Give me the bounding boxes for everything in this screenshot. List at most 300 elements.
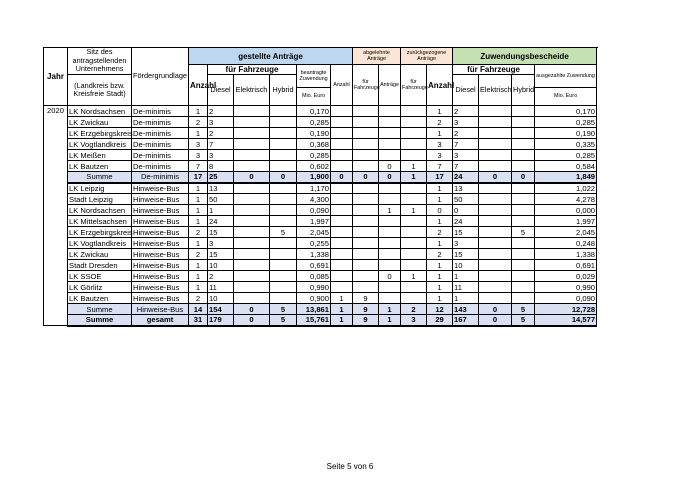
sum-value-ab1: 1 — [331, 315, 353, 326]
value-cell-bz: 0,090 — [535, 293, 597, 304]
value-cell-a: 1 — [189, 282, 208, 293]
value-cell-bh — [512, 249, 535, 260]
value-cell-a: 2 — [189, 227, 208, 238]
value-cell-ab1 — [331, 183, 353, 194]
table-row — [44, 216, 597, 227]
value-cell-z: 0,691 — [297, 260, 331, 271]
header-beantragte-zuwendung: beantragte Zuwendung — [297, 65, 331, 88]
header-bescheide-fuer-fahrzeuge: für Fahrzeuge — [453, 65, 535, 75]
table-row — [44, 106, 597, 117]
sum-value-ab1: 0 — [331, 172, 353, 183]
value-cell-e — [234, 227, 270, 238]
value-cell-bd: 15 — [453, 249, 479, 260]
value-cell-ba: 2 — [427, 117, 453, 128]
sum-value-ba: 29 — [427, 315, 453, 326]
value-cell-ab2 — [353, 106, 379, 117]
value-cell-e — [234, 205, 270, 216]
value-cell-zu1 — [379, 249, 401, 260]
value-cell-bz: 0,584 — [535, 161, 597, 172]
value-cell-zu2: 1 — [401, 205, 427, 216]
header-bescheide-diesel: Diesel — [453, 75, 479, 106]
value-cell-bh — [512, 205, 535, 216]
value-cell-bz: 1,338 — [535, 249, 597, 260]
value-cell-bh — [512, 117, 535, 128]
header-zurueck-fahrzeuge: für Fahrzeuge — [401, 65, 427, 106]
sitz-cell: LK Görlitz — [68, 282, 132, 293]
sitz-cell: LK SSOE — [68, 271, 132, 282]
value-cell-bz: 0,190 — [535, 128, 597, 139]
sum-value-z: 13,861 — [297, 304, 331, 315]
value-cell-zu1 — [379, 216, 401, 227]
foerdergrundlage-cell: Hinweise-Bus — [132, 249, 189, 260]
foerdergrundlage-cell: Hinweise-Bus — [132, 183, 189, 194]
value-cell-ab1 — [331, 194, 353, 205]
value-cell-zu1 — [379, 128, 401, 139]
value-cell-bz: 0,990 — [535, 282, 597, 293]
value-cell-bh — [512, 271, 535, 282]
value-cell-ab1 — [331, 227, 353, 238]
value-cell-ba: 1 — [427, 106, 453, 117]
sum-value-ba: 17 — [427, 172, 453, 183]
value-cell-zu1: 0 — [379, 271, 401, 282]
value-cell-ba: 1 — [427, 271, 453, 282]
header-anzahl: Anzahl — [189, 65, 208, 106]
value-cell-ab2 — [353, 238, 379, 249]
value-cell-a: 2 — [189, 293, 208, 304]
value-cell-d: 11 — [208, 282, 234, 293]
value-cell-ab1 — [331, 161, 353, 172]
value-cell-e — [234, 271, 270, 282]
foerdergrundlage-cell: Hinweise-Bus — [132, 238, 189, 249]
value-cell-zu1 — [379, 238, 401, 249]
sum-label-cell: Summe — [68, 304, 132, 315]
value-cell-bd: 7 — [453, 139, 479, 150]
value-cell-zu1 — [379, 293, 401, 304]
sitz-cell: LK Erzgebirgskreis — [69, 227, 133, 237]
value-cell-zu2 — [401, 293, 427, 304]
page-footer: Seite 5 von 6 — [326, 462, 374, 471]
value-cell-bz: 0,285 — [535, 150, 597, 161]
foerdergrundlage-cell: Hinweise-Bus — [132, 216, 189, 227]
value-cell-h — [270, 183, 297, 194]
foerdergrundlage-cell: De-minimis — [132, 128, 189, 139]
value-cell-bz: 0,170 — [535, 106, 597, 117]
sitz-cell: LK Zwickau — [68, 117, 132, 128]
sum-value-ab2: 0 — [353, 172, 379, 183]
value-cell-e — [234, 249, 270, 260]
sum-value-d: 179 — [208, 315, 234, 326]
value-cell-bd: 11 — [453, 282, 479, 293]
value-cell-bd: 13 — [453, 183, 479, 194]
value-cell-h — [270, 238, 297, 249]
sum-foerder-cell: gesamt — [132, 315, 189, 326]
value-cell-bh — [512, 238, 535, 249]
value-cell-zu1 — [379, 282, 401, 293]
sum-label-cell: Summe — [68, 315, 132, 326]
sum-value-bz: 1,849 — [535, 172, 597, 183]
value-cell-be — [479, 271, 512, 282]
value-cell-ab2 — [353, 183, 379, 194]
value-cell-bd: 24 — [453, 216, 479, 227]
value-cell-z: 0,285 — [297, 117, 331, 128]
value-cell-be — [479, 249, 512, 260]
sum-row — [44, 172, 597, 183]
sum-foerder-cell: De-minimis — [132, 172, 189, 183]
sum-value-bh: 5 — [512, 304, 535, 315]
value-cell-a: 7 — [189, 161, 208, 172]
value-cell-be — [479, 194, 512, 205]
value-cell-ba: 1 — [427, 216, 453, 227]
value-cell-zu1 — [379, 194, 401, 205]
value-cell-a: 1 — [189, 106, 208, 117]
value-cell-zu2 — [401, 139, 427, 150]
sum-value-e: 0 — [234, 304, 270, 315]
value-cell-e — [234, 282, 270, 293]
value-cell-bz: 0,000 — [535, 205, 597, 216]
table-row — [44, 227, 597, 238]
statistics-table — [43, 47, 597, 327]
value-cell-h — [270, 249, 297, 260]
value-cell-ab1 — [331, 260, 353, 271]
value-cell-a: 1 — [189, 194, 208, 205]
sum-value-d: 154 — [208, 304, 234, 315]
sum-value-zu1: 0 — [379, 172, 401, 183]
value-cell-d: 3 — [208, 150, 234, 161]
value-cell-bz: 4,278 — [535, 194, 597, 205]
sum-value-d: 25 — [208, 172, 234, 183]
value-cell-zu2 — [401, 194, 427, 205]
value-cell-a: 2 — [189, 117, 208, 128]
value-cell-a: 1 — [189, 128, 208, 139]
sum-value-zu1: 1 — [379, 304, 401, 315]
sum-value-h: 0 — [270, 172, 297, 183]
value-cell-zu2 — [401, 249, 427, 260]
value-cell-e — [234, 117, 270, 128]
value-cell-ab1 — [331, 249, 353, 260]
sum-value-bd: 167 — [453, 315, 479, 326]
value-cell-ba: 1 — [427, 128, 453, 139]
value-cell-be — [479, 227, 512, 238]
value-cell-bh — [512, 161, 535, 172]
sitz-cell: LK Nordsachsen — [68, 106, 132, 117]
value-cell-d: 50 — [208, 194, 234, 205]
header-elektrisch: Elektrisch — [234, 75, 270, 106]
value-cell-d: 3 — [208, 117, 234, 128]
value-cell-z: 1,997 — [297, 216, 331, 227]
value-cell-d: 10 — [208, 260, 234, 271]
value-cell-d: 10 — [208, 293, 234, 304]
value-cell-zu1 — [379, 183, 401, 194]
value-cell-ba: 1 — [427, 183, 453, 194]
value-cell-ba: 1 — [427, 260, 453, 271]
sitz-cell: LK Mittelsachsen — [68, 216, 132, 227]
value-cell-be — [479, 216, 512, 227]
value-cell-ab2 — [353, 205, 379, 216]
sum-value-a: 31 — [189, 315, 208, 326]
sitz-cell: LK Bautzen — [68, 161, 132, 172]
value-cell-bh — [512, 260, 535, 271]
value-cell-zu1 — [379, 117, 401, 128]
sum-label-cell: Summe — [68, 172, 132, 183]
value-cell-h — [270, 117, 297, 128]
value-cell-zu1: 1 — [379, 205, 401, 216]
value-cell-d: 15 — [208, 249, 234, 260]
value-cell-ab1 — [331, 216, 353, 227]
value-cell-bd: 10 — [453, 260, 479, 271]
header-abgelehnt-anzahl: Anzahl — [331, 65, 353, 106]
foerdergrundlage-cell: Hinweise-Bus — [132, 205, 189, 216]
sum-value-z: 1,900 — [297, 172, 331, 183]
sum-value-bz: 12,728 — [535, 304, 597, 315]
foerdergrundlage-cell: De-minimis — [132, 106, 189, 117]
value-cell-bh — [512, 293, 535, 304]
foerdergrundlage-cell: Hinweise-Bus — [132, 194, 189, 205]
value-cell-h — [270, 106, 297, 117]
value-cell-bz: 0,029 — [535, 271, 597, 282]
value-cell-bd: 1 — [453, 271, 479, 282]
value-cell-zu2 — [401, 117, 427, 128]
value-cell-zu2 — [401, 227, 427, 238]
value-cell-e — [234, 161, 270, 172]
sitz-cell: LK Erzgebirgskreis — [69, 128, 133, 138]
value-cell-be — [479, 282, 512, 293]
value-cell-z: 1,338 — [297, 249, 331, 260]
value-cell-ba: 1 — [427, 238, 453, 249]
header-foerdergrundlage: Fördergrundlage — [132, 48, 189, 106]
value-cell-z: 0,170 — [297, 106, 331, 117]
header-mio-euro: Mio. Euro — [297, 88, 331, 106]
value-cell-e — [234, 106, 270, 117]
sum-value-h: 5 — [270, 304, 297, 315]
value-cell-d: 7 — [208, 139, 234, 150]
value-cell-h — [270, 205, 297, 216]
value-cell-d: 2 — [208, 271, 234, 282]
value-cell-z: 1,170 — [297, 183, 331, 194]
value-cell-ba: 7 — [427, 161, 453, 172]
header-zuwendungsbescheide: Zuwendungsbescheide — [453, 48, 597, 65]
value-cell-zu2 — [401, 150, 427, 161]
sitz-cell: Stadt Dresden — [68, 260, 132, 271]
value-cell-zu2 — [401, 282, 427, 293]
value-cell-ab1 — [331, 106, 353, 117]
value-cell-bz: 0,691 — [535, 260, 597, 271]
value-cell-be — [479, 238, 512, 249]
foerdergrundlage-cell: De-minimis — [132, 117, 189, 128]
table-row — [44, 238, 597, 249]
sum-value-bd: 24 — [453, 172, 479, 183]
value-cell-zu2 — [401, 106, 427, 117]
sum-value-a: 17 — [189, 172, 208, 183]
table-row — [44, 271, 597, 282]
sum-value-a: 14 — [189, 304, 208, 315]
value-cell-ab1 — [331, 282, 353, 293]
value-cell-bd: 3 — [453, 150, 479, 161]
value-cell-bd: 2 — [453, 128, 479, 139]
value-cell-ab2 — [353, 194, 379, 205]
table-row — [44, 293, 597, 304]
value-cell-bd: 2 — [453, 106, 479, 117]
value-cell-h — [270, 293, 297, 304]
header-sitz-sub: (Landkreis bzw. Kreisfreie Stadt) — [68, 75, 132, 106]
foerdergrundlage-cell: Hinweise-Bus — [132, 227, 189, 238]
sum-value-zu1: 1 — [379, 315, 401, 326]
value-cell-ab2: 9 — [353, 293, 379, 304]
foerdergrundlage-cell: Hinweise-Bus — [132, 293, 189, 304]
value-cell-ba: 1 — [427, 194, 453, 205]
sum-value-ab2: 9 — [353, 315, 379, 326]
value-cell-ba: 3 — [427, 139, 453, 150]
value-cell-e — [234, 183, 270, 194]
value-cell-ab2 — [353, 282, 379, 293]
table-row — [44, 194, 597, 205]
header-zurueck-antraege: Anträge — [379, 65, 401, 106]
sitz-cell: LK Vogtlandkreis — [68, 139, 132, 150]
sum-value-e: 0 — [234, 315, 270, 326]
value-cell-be — [479, 161, 512, 172]
value-cell-d: 13 — [208, 183, 234, 194]
value-cell-be — [479, 128, 512, 139]
foerdergrundlage-cell: Hinweise-Bus — [132, 271, 189, 282]
table-row — [44, 205, 597, 216]
table-row — [44, 249, 597, 260]
sum-value-h: 5 — [270, 315, 297, 326]
foerdergrundlage-cell: Hinweise-Bus — [132, 260, 189, 271]
value-cell-ab1 — [331, 128, 353, 139]
value-cell-h — [270, 150, 297, 161]
sitz-cell: LK Nordsachsen — [68, 205, 132, 216]
value-cell-h — [270, 161, 297, 172]
value-cell-ab2 — [353, 139, 379, 150]
value-cell-ab2 — [353, 260, 379, 271]
sitz-cell: LK Zwickau — [68, 249, 132, 260]
sum-value-ab2: 9 — [353, 304, 379, 315]
value-cell-be — [479, 150, 512, 161]
value-cell-ab2 — [353, 117, 379, 128]
value-cell-e — [234, 128, 270, 139]
value-cell-ab1 — [331, 150, 353, 161]
value-cell-bd: 3 — [453, 117, 479, 128]
value-cell-z: 0,368 — [297, 139, 331, 150]
value-cell-z: 0,990 — [297, 282, 331, 293]
header-jahr: Jahr — [44, 48, 68, 106]
sitz-cell: LK Vogtlandkreis — [68, 238, 132, 249]
table-row — [44, 282, 597, 293]
value-cell-zu1 — [379, 150, 401, 161]
value-cell-z: 0,900 — [297, 293, 331, 304]
foerdergrundlage-cell: De-minimis — [132, 150, 189, 161]
value-cell-a: 1 — [189, 183, 208, 194]
value-cell-h — [270, 260, 297, 271]
header-abgelehnt-fahrzeuge: für Fahrzeuge — [353, 65, 379, 106]
value-cell-bz: 1,022 — [535, 183, 597, 194]
foerdergrundlage-cell: De-minimis — [132, 139, 189, 150]
value-cell-ab2 — [353, 150, 379, 161]
sum-value-be: 0 — [479, 172, 512, 183]
value-cell-bh — [512, 194, 535, 205]
sum-value-be: 0 — [479, 315, 512, 326]
value-cell-h — [270, 128, 297, 139]
value-cell-a: 1 — [189, 216, 208, 227]
value-cell-a: 2 — [189, 249, 208, 260]
value-cell-ab2 — [353, 128, 379, 139]
value-cell-be — [479, 106, 512, 117]
value-cell-a: 3 — [189, 139, 208, 150]
value-cell-ba: 1 — [427, 282, 453, 293]
value-cell-bh — [512, 139, 535, 150]
value-cell-ba: 1 — [427, 293, 453, 304]
sum-value-bh: 0 — [512, 172, 535, 183]
header-hybrid: Hybrid — [270, 75, 297, 106]
table-row — [44, 150, 597, 161]
value-cell-h — [270, 282, 297, 293]
value-cell-be — [479, 139, 512, 150]
sitz-cell: LK Bautzen — [68, 293, 132, 304]
value-cell-d: 1 — [208, 205, 234, 216]
value-cell-bh — [512, 282, 535, 293]
table-row — [44, 128, 597, 139]
value-cell-ab1 — [331, 117, 353, 128]
header-bescheide-anzahl: Anzahl — [427, 65, 453, 106]
sum-value-e: 0 — [234, 172, 270, 183]
value-cell-ba: 2 — [427, 227, 453, 238]
sum-value-ba: 12 — [427, 304, 453, 315]
value-cell-zu2 — [401, 128, 427, 139]
value-cell-a: 3 — [189, 150, 208, 161]
value-cell-bh: 5 — [512, 227, 535, 238]
value-cell-bd: 1 — [453, 293, 479, 304]
value-cell-zu1 — [379, 227, 401, 238]
value-cell-zu1 — [379, 260, 401, 271]
sum-value-zu2: 3 — [401, 315, 427, 326]
value-cell-e — [234, 293, 270, 304]
table-row — [44, 183, 597, 194]
value-cell-zu2: 1 — [401, 271, 427, 282]
header-ausgezahlte-zuwendung: ausgezahlte Zuwendung — [535, 65, 597, 88]
value-cell-bz: 1,997 — [535, 216, 597, 227]
value-cell-be — [479, 117, 512, 128]
value-cell-d: 2 — [208, 106, 234, 117]
table-row — [44, 139, 597, 150]
value-cell-e — [234, 194, 270, 205]
value-cell-z: 4,300 — [297, 194, 331, 205]
value-cell-bz: 0,285 — [535, 117, 597, 128]
value-cell-d: 2 — [208, 128, 234, 139]
value-cell-be — [479, 260, 512, 271]
value-cell-z: 0,085 — [297, 271, 331, 282]
value-cell-z: 0,090 — [297, 205, 331, 216]
header-bescheide-hybrid: Hybrid — [512, 75, 535, 106]
sum-foerder-cell: Hinweise-Bus — [132, 304, 189, 315]
value-cell-zu2 — [401, 260, 427, 271]
sitz-cell: LK Meißen — [68, 150, 132, 161]
sum-value-zu2: 1 — [401, 172, 427, 183]
value-cell-ab2 — [353, 161, 379, 172]
sum-row — [44, 315, 597, 326]
value-cell-ab2 — [353, 216, 379, 227]
sum-value-zu2: 2 — [401, 304, 427, 315]
value-cell-bh — [512, 216, 535, 227]
table-row — [44, 161, 597, 172]
value-cell-bd: 0 — [453, 205, 479, 216]
value-cell-h — [270, 139, 297, 150]
value-cell-be — [479, 183, 512, 194]
header-mio-euro-2: Mio. Euro — [535, 88, 597, 106]
value-cell-e — [234, 238, 270, 249]
value-cell-ab1: 1 — [331, 293, 353, 304]
value-cell-z: 0,602 — [297, 161, 331, 172]
value-cell-bh — [512, 150, 535, 161]
value-cell-zu2 — [401, 216, 427, 227]
